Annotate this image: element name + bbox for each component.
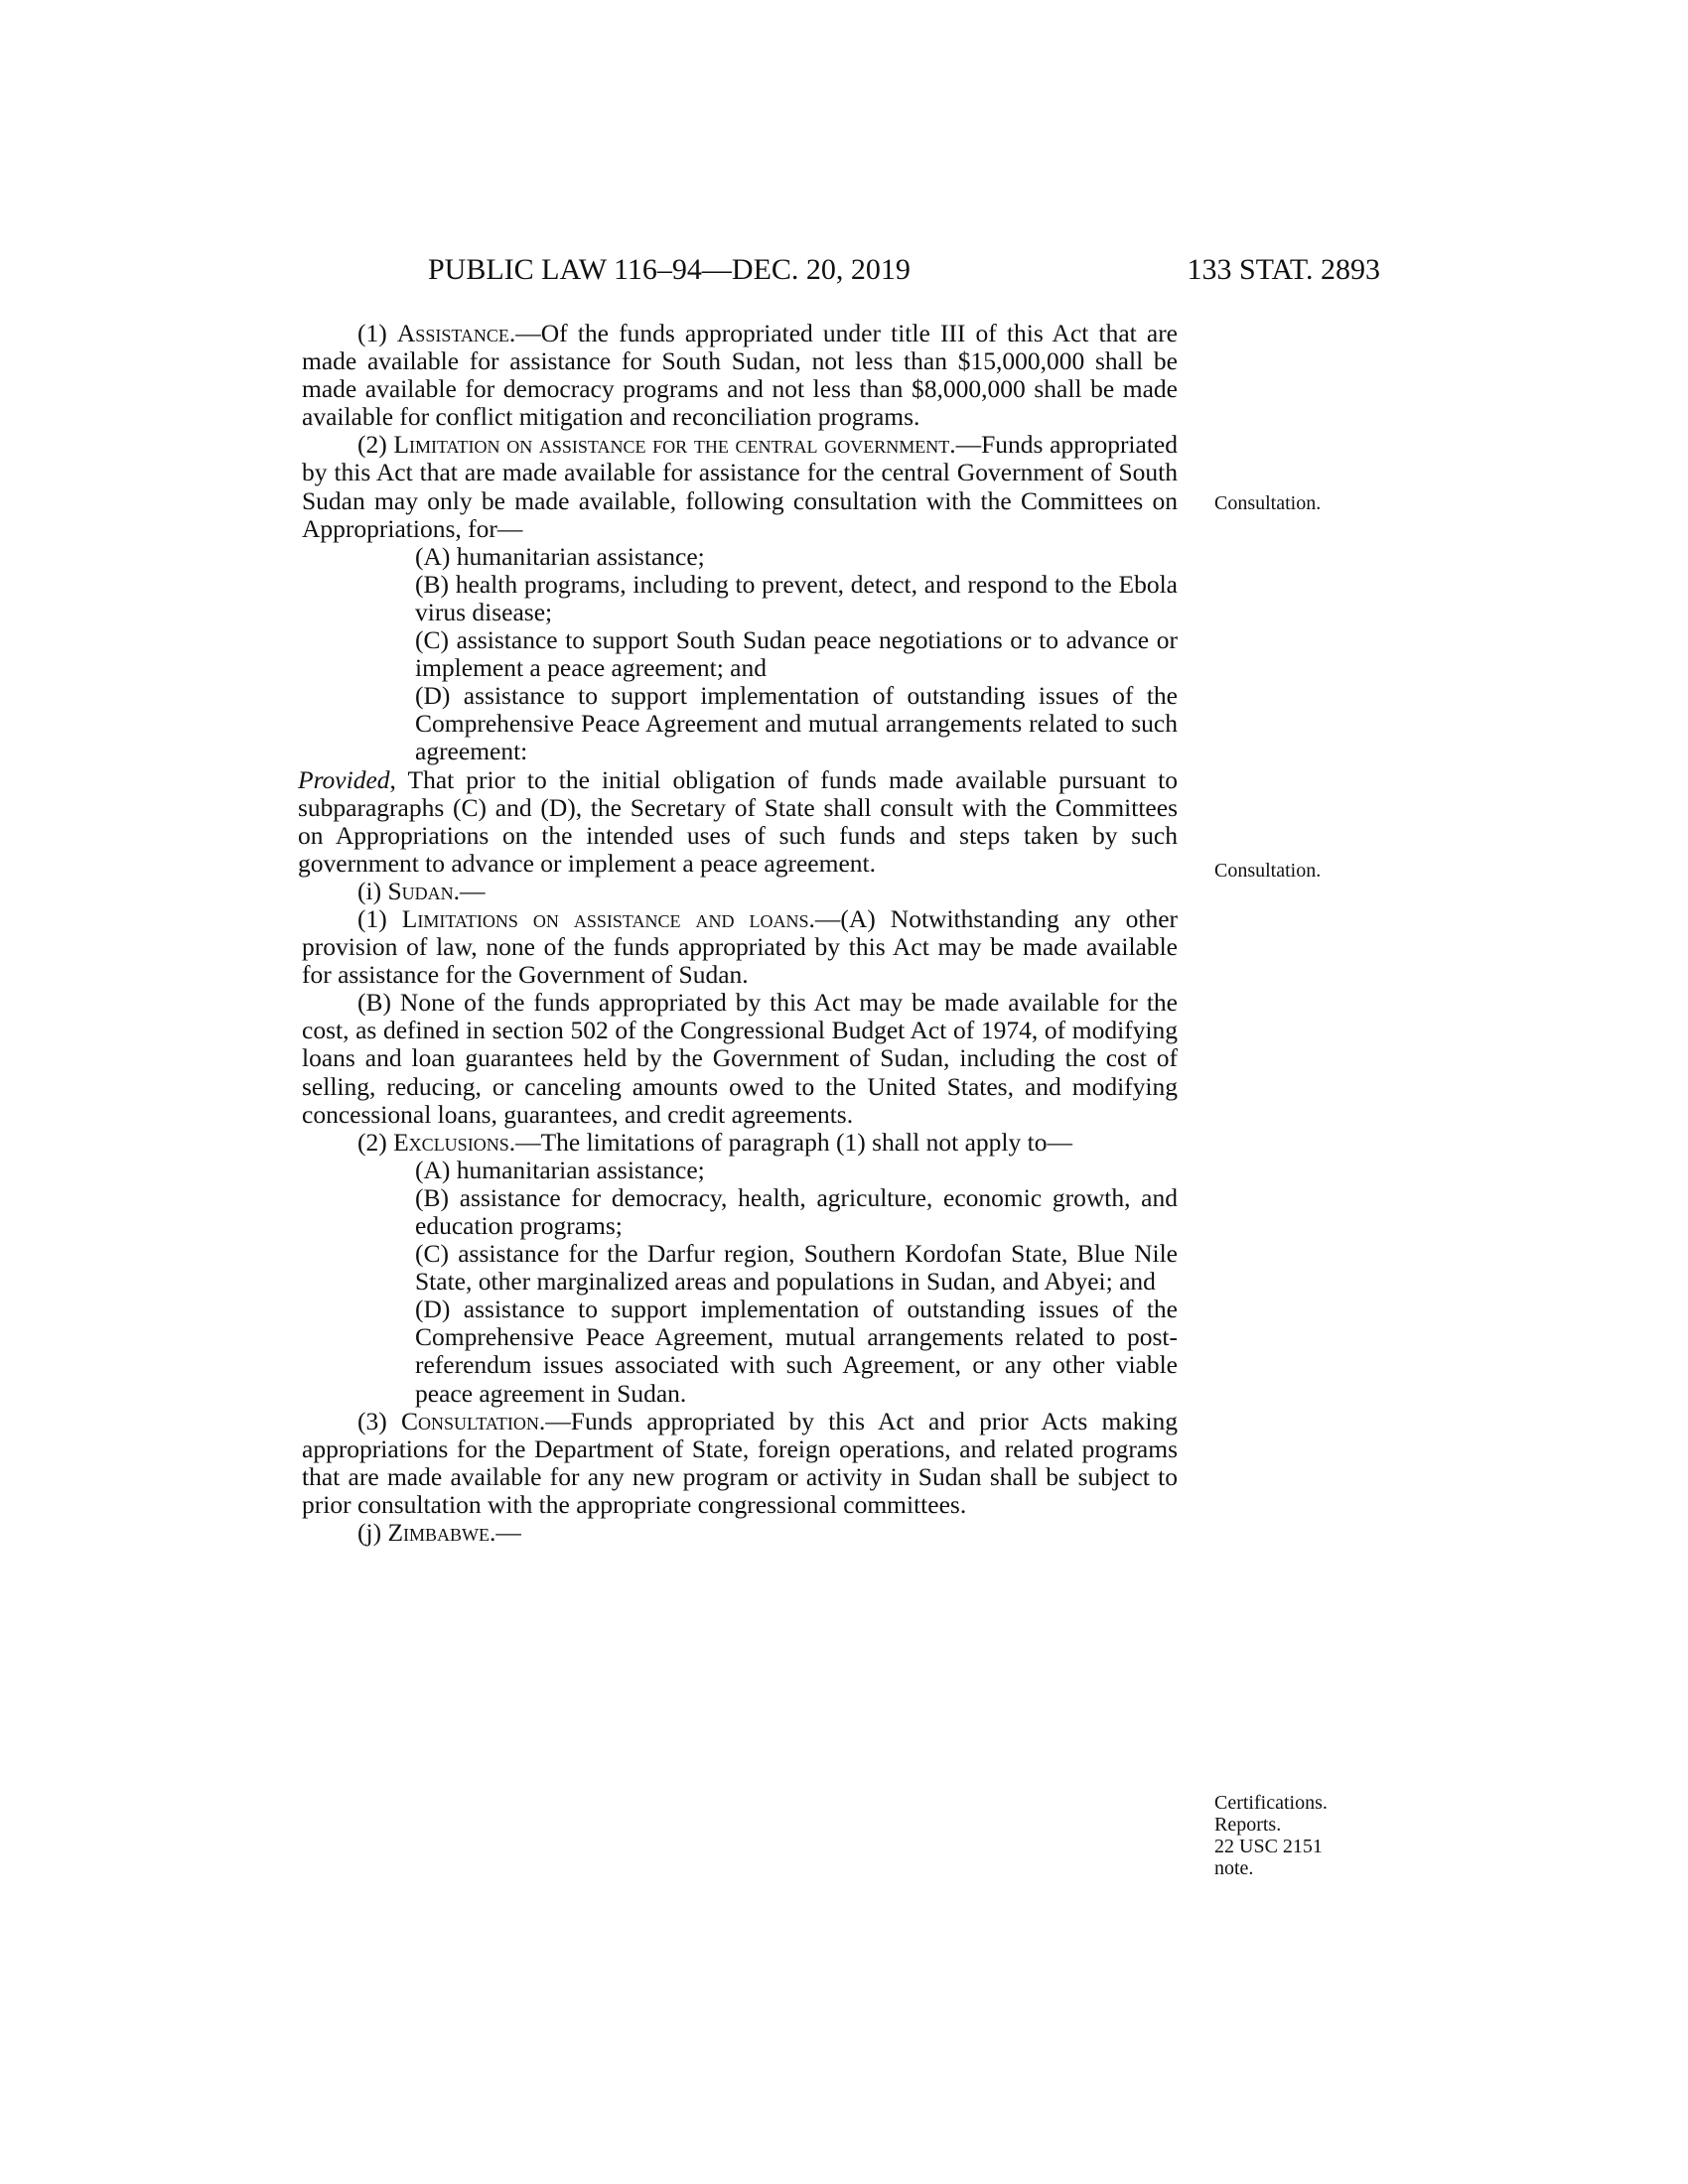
paragraph-assistance: (1) Assistance.—Of the funds appropriated under title III of this Act that are made available for assistance for South Sudan, not less than $15,000,000 shall be made available for democracy programs and not less than $8,000,000 shall be made available for conflict mitigation and reconciliation programs. <box>302 319 1179 432</box>
provided-clause: Provided, That prior to the initial obligation of funds made available pursuant to subparagraphs (C) and (D), the Secretary of State shall consult with the Committees on Appropriations on the intended uses of such funds and steps taken by such government to advance or implement a peace agreement. <box>298 764 1178 878</box>
section-sudan-heading: (i) Sudan.— <box>357 876 486 905</box>
margin-note-line: 22 USC 2151 <box>1214 1836 1323 1857</box>
margin-note-line: note. <box>1214 1857 1254 1879</box>
margin-note-line: Reports. <box>1214 1814 1282 1836</box>
statute-body <box>298 319 1179 1548</box>
section-zimbabwe-heading: (j) Zimbabwe.— <box>357 1518 521 1548</box>
paragraph-heading: Exclusions <box>393 1127 509 1157</box>
paragraph-exclusions: (2) Exclusions.—The limitations of paragraph (1) shall not apply to— <box>357 1127 1072 1157</box>
exclusion-b: (B) assistance for democracy, health, agriculture, economic growth, and education programs; <box>415 1182 1178 1240</box>
subparagraph-b: (B) health programs, including to prevent, detect, and respond to the Ebola virus disease; <box>415 569 1178 626</box>
paragraph-heading: Assistance <box>396 319 509 347</box>
paragraph-heading: Consultation <box>401 1406 539 1435</box>
paragraph-loans-b: (B) None of the funds appropriated by this Act may be made available for the cost, as defined in section 502 of the Congressional Budget Act of 1974, of modifying loans and loan guarantees held by the Government of Sudan, including the cost of selling, reducing, or canceling amounts owed to the United States, and modifying concessional loans, guarantees, and credit agreements. <box>302 988 1178 1129</box>
paragraph-limitation-central-government: (2) Limitation on assistance for the central government.—Funds appropriated by this Act that are made available for assistance for the central Government of South Sudan may only be made available, following consultation with the Committees on Appropriations, for— <box>302 430 1178 543</box>
margin-note-consultation-1: Consultation. <box>1214 492 1322 514</box>
subparagraph-d: (D) assistance to support implementation of outstanding issues of the Comprehensive Peace Agreement and mutual arrangements related to such agreement: <box>415 681 1178 766</box>
paragraph-heading: Limitation on assistance for the central government <box>393 430 950 460</box>
paragraph-consultation: (3) Consultation.—Funds appropriated by this Act and prior Acts making appropriations for the Department of State, foreign operations, and related programs that are made available for any new program or activity in Sudan shall be subject to prior consultation with the appropriate congressional committees. <box>302 1406 1178 1519</box>
paragraph-heading: Limitations on assistance and loans <box>401 903 809 933</box>
margin-note-certifications <box>1214 1792 1373 1879</box>
page-header <box>298 250 1380 290</box>
exclusion-a: (A) humanitarian assistance; <box>415 1155 705 1184</box>
statute-page-number: 133 STAT. 2893 <box>1187 253 1380 286</box>
paragraph-limitations-assistance-loans: (1) Limitations on assistance and loans.—(A) Notwithstanding any other provision of law, none of the funds appropriated by this Act may be made available for assistance for the Government of Sudan. <box>302 903 1179 990</box>
exclusion-c: (C) assistance for the Darfur region, Southern Kordofan State, Blue Nile State, other marginalized areas and populations in Sudan, and Abyei; and <box>415 1239 1178 1297</box>
margin-note-consultation-2: Consultation. <box>1214 860 1322 882</box>
public-law-citation: PUBLIC LAW 116–94—DEC. 20, 2019 <box>428 253 911 286</box>
exclusion-d: (D) assistance to support implementation of outstanding issues of the Comprehensive Peace Agreement, mutual arrangements related to post-referendum issues associated with such Agreement, or any other viable peace agreement in Sudan. <box>415 1295 1178 1408</box>
subparagraph-a: (A) humanitarian assistance; <box>415 541 705 571</box>
subparagraph-c: (C) assistance to support South Sudan peace negotiations or to advance or implement a peace agreement; and <box>415 625 1178 683</box>
margin-note-line: Certifications. <box>1214 1792 1328 1814</box>
